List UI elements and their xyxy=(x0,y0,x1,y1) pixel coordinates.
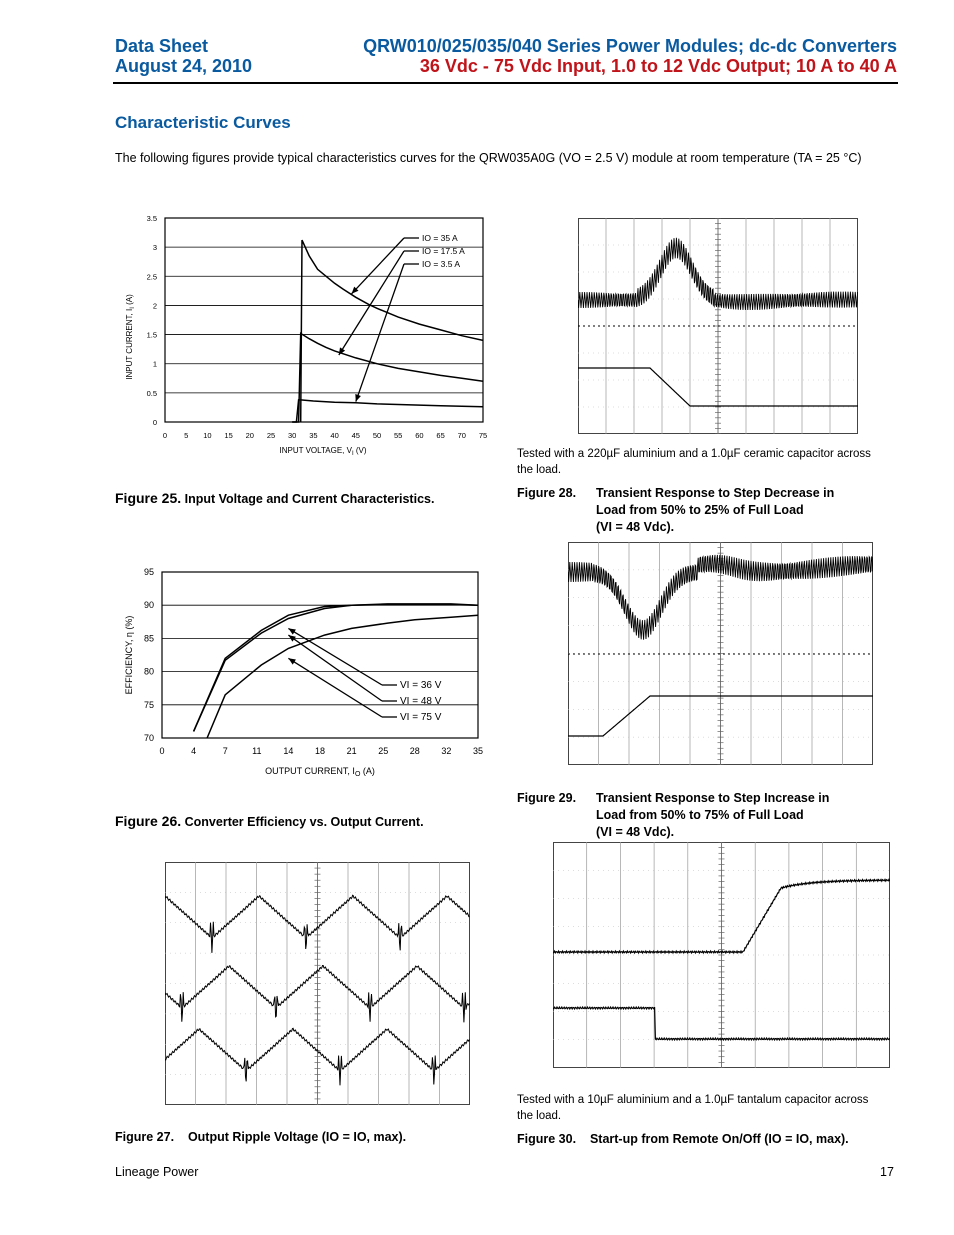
fig30-caption xyxy=(517,1131,849,1148)
intro-paragraph: The following figures provide typical characteristics curves for the QRW035A0G (VO = 2.5 V) module at room temperature (TA = 25 °C) xyxy=(115,151,862,165)
fig30-title: Start-up from Remote On/Off (IO = IO, max). xyxy=(589,1132,849,1146)
y-tick-label: 1 xyxy=(152,359,157,369)
legend-arrow xyxy=(288,628,382,685)
y-tick-label: 3.5 xyxy=(146,214,157,223)
x-tick-label: 14 xyxy=(283,746,294,756)
product-title: QRW010/025/035/040 Series Power Modules; dc-dc Converters xyxy=(363,36,897,56)
fig28-test-note: Tested with a 220µF aluminium and a 1.0µF ceramic capacitor across the load. xyxy=(517,448,871,476)
y-tick-label: 0 xyxy=(152,418,157,427)
x-tick-label: 30 xyxy=(288,431,297,440)
fig26-num: Figure 26. xyxy=(115,813,182,829)
fig30-num: Figure 30. xyxy=(517,1132,577,1146)
x-tick-label: 25 xyxy=(266,431,276,440)
x-tick-label: 7 xyxy=(222,746,228,756)
datasheet-header-left xyxy=(115,36,252,76)
fig25-plot xyxy=(147,214,488,440)
y-tick-label: 0.5 xyxy=(146,388,157,398)
x-tick-label: 11 xyxy=(252,746,262,756)
fig25-title: Input Voltage and Current Characteristics. xyxy=(184,492,435,506)
series-line xyxy=(292,400,483,422)
y-tick-label: 80 xyxy=(143,666,154,677)
fig27-title: Output Ripple Voltage (IO = IO, max). xyxy=(187,1130,407,1144)
fig27-scope-trace xyxy=(165,862,470,1105)
y-tick-label: 85 xyxy=(143,633,154,644)
fig28-graticule xyxy=(578,218,858,434)
y-tick-label: 2.5 xyxy=(146,272,157,282)
section-title: Characteristic Curves xyxy=(115,113,291,132)
x-tick-label: 65 xyxy=(436,431,445,440)
fig30-graticule xyxy=(553,842,890,1068)
x-tick-label: 40 xyxy=(330,431,339,440)
legend-arrow xyxy=(288,635,382,701)
x-tick-label: 0 xyxy=(159,746,165,756)
x-tick-label: 75 xyxy=(478,431,488,440)
legend-arrow xyxy=(356,264,404,402)
x-tick-label: 20 xyxy=(245,431,254,440)
x-tick-label: 60 xyxy=(415,431,424,440)
doc-type: Data Sheet xyxy=(115,36,209,56)
fig28-num: Figure 28. xyxy=(517,486,577,500)
product-subtitle: 36 Vdc - 75 Vdc Input, 1.0 to 12 Vdc Output; 10 A to 40 A xyxy=(419,56,897,76)
fig28-caption xyxy=(517,485,835,534)
fig27-num: Figure 27. xyxy=(115,1130,175,1144)
legend-label: VI = 75 V xyxy=(400,712,442,723)
fig25-caption xyxy=(115,490,434,508)
x-tick-label: 70 xyxy=(457,431,466,440)
x-tick-label: 28 xyxy=(409,746,420,756)
x-tick-label: 21 xyxy=(346,746,357,756)
datasheet-header-right xyxy=(363,36,897,76)
x-tick-label: 35 xyxy=(309,431,318,440)
page-number: 17 xyxy=(880,1165,894,1179)
fig26-caption xyxy=(115,813,424,831)
doc-date: August 24, 2010 xyxy=(115,56,253,76)
x-tick-label: 0 xyxy=(162,431,168,440)
fig25-chart xyxy=(110,205,500,465)
y-tick-label: 2 xyxy=(152,301,157,311)
x-tick-label: 45 xyxy=(351,431,360,440)
y-tick-label: 1.5 xyxy=(146,330,157,340)
legend-label: IO = 17.5 A xyxy=(422,246,465,256)
fig29-title-line3: (VI = 48 Vdc). xyxy=(596,825,675,839)
x-tick-label: 15 xyxy=(224,431,233,440)
x-tick-label: 5 xyxy=(184,431,189,440)
fig29-caption xyxy=(517,790,830,839)
arrow-head xyxy=(355,394,361,402)
x-tick-label: 32 xyxy=(441,746,452,756)
legend-label: IO = 3.5 A xyxy=(422,259,461,269)
fig26-plot xyxy=(144,567,483,756)
x-tick-label: 50 xyxy=(372,431,382,440)
x-tick-label: 25 xyxy=(378,746,389,756)
fig30-test-note: Tested with a 10µF aluminium and a 1.0µF tantalum capacitor across the load. xyxy=(517,1094,869,1122)
x-tick-label: 35 xyxy=(472,746,484,756)
y-tick-label: 90 xyxy=(143,600,154,611)
fig26-ylabel: EFFICIENCY, η (%) xyxy=(124,615,134,695)
fig28-title-line3: (VI = 48 Vdc). xyxy=(596,520,675,534)
fig28-scope-trace xyxy=(578,218,858,434)
fig30-scope-trace xyxy=(553,842,890,1068)
x-tick-label: 55 xyxy=(394,431,403,440)
y-tick-label: 95 xyxy=(143,567,154,577)
x-tick-label: 18 xyxy=(314,746,326,756)
header-rule xyxy=(113,82,898,84)
arrow-head xyxy=(288,658,296,664)
fig25-num: Figure 25. xyxy=(115,490,182,506)
legend-label: VI = 48 V xyxy=(400,696,442,707)
legend-arrow xyxy=(288,658,382,717)
fig29-title-line1: Transient Response to Step Increase in xyxy=(596,791,830,805)
y-tick-label: 75 xyxy=(143,699,154,710)
fig25-ylabel: INPUT CURRENT, $I_I$ (A) xyxy=(125,294,136,380)
footer-company: Lineage Power xyxy=(115,1165,199,1179)
x-tick-label: 4 xyxy=(191,746,197,756)
fig28-title-line1: Transient Response to Step Decrease in xyxy=(596,486,835,500)
fig27-caption xyxy=(115,1129,406,1146)
fig29-graticule xyxy=(568,542,873,765)
x-tick-label: 10 xyxy=(203,431,212,440)
fig29-scope-trace xyxy=(568,542,873,765)
fig26-title: Converter Efficiency vs. Output Current. xyxy=(184,815,424,829)
y-tick-label: 3 xyxy=(152,243,157,253)
arrow-head xyxy=(288,628,296,634)
fig26-xlabel: OUTPUT CURRENT, $I_O$ (A) xyxy=(265,766,375,778)
fig29-num: Figure 29. xyxy=(517,791,577,805)
series-line xyxy=(292,333,483,422)
fig29-title-line2: Load from 50% to 75% of Full Load xyxy=(596,808,804,822)
fig28-title-line2: Load from 50% to 25% of Full Load xyxy=(596,503,804,517)
fig27-graticule xyxy=(165,862,470,1105)
y-tick-label: 70 xyxy=(143,733,154,743)
legend-label: VI = 36 V xyxy=(400,680,442,691)
legend-label: IO = 35 A xyxy=(422,233,458,243)
fig25-xlabel: INPUT VOLTAGE, $V_I$ (V) xyxy=(279,446,367,457)
fig26-chart xyxy=(110,560,500,785)
legend-arrow xyxy=(339,251,404,355)
